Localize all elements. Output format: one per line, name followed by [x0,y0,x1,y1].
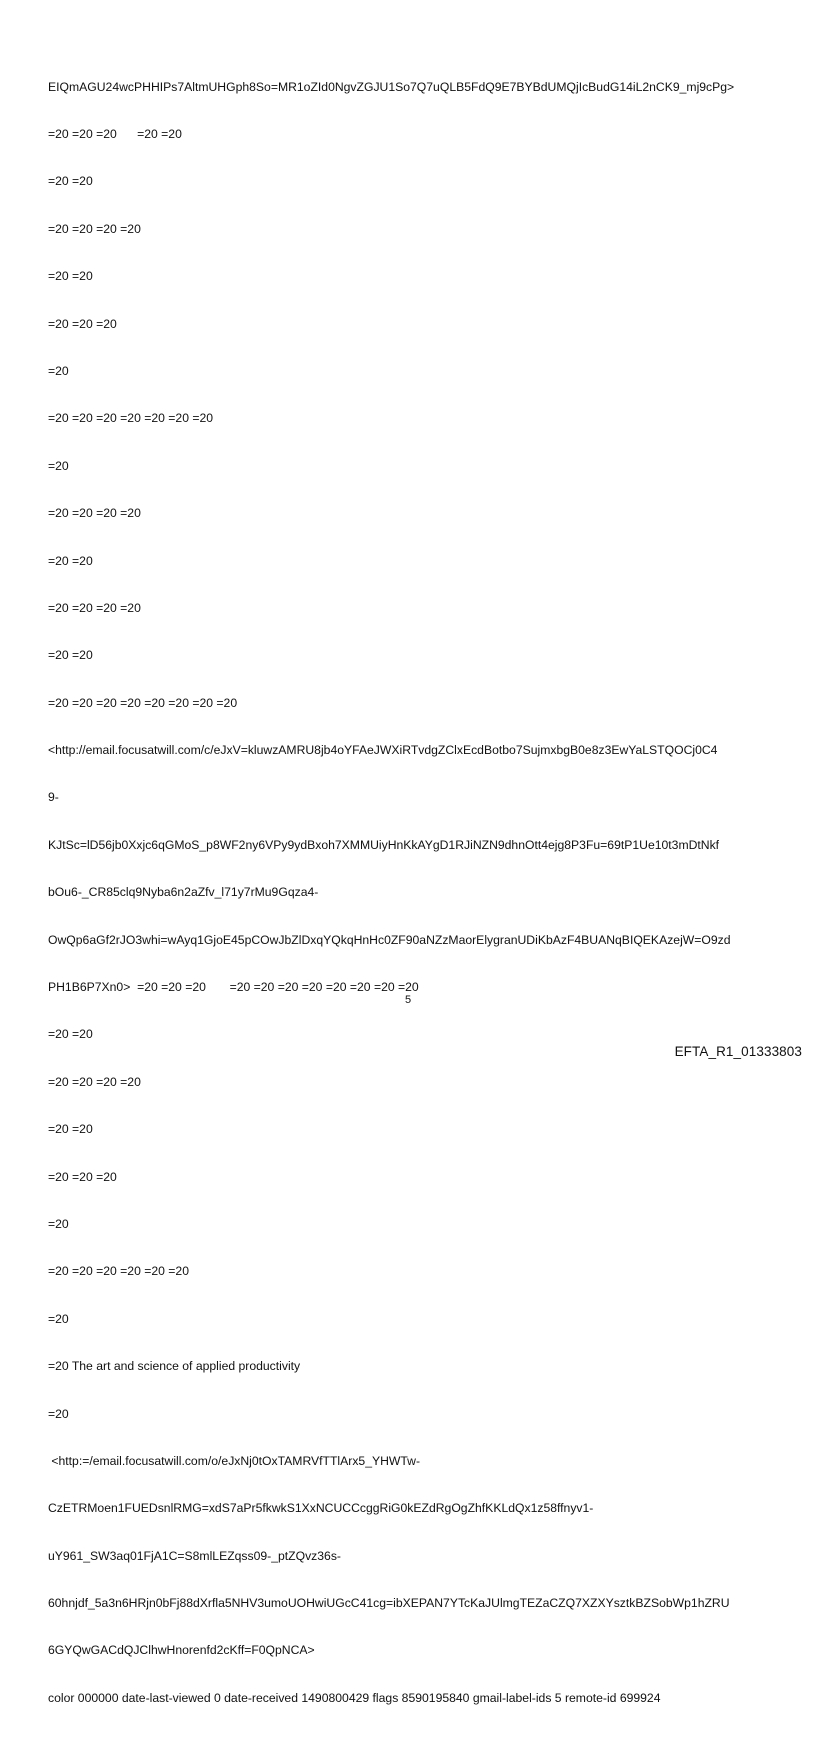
page-number: 5 [404,994,412,1006]
link-text-line: CzETRMoen1FUEDsnlRMG=xdS7aPr5fkwkS1XxNCUCCcggRiG0kEZdRgOgZhfKKLdQx1z58ffnyv1- [48,1501,594,1516]
text-line: =20 [48,1406,69,1421]
link-text-line: OwQp6aGf2rJO3whi=wAyq1GjoE45pCOwJbZlDxqYQkqHnHc0ZF90aNZzMaorElygranUDiKbAzF4BUANqBIQEKAzejW=O9zd [48,932,731,947]
text-line: =20 =20 [48,174,93,189]
text-line: =20 [48,1216,69,1231]
link-text-line: uY961_SW3aq01FjA1C=S8mlLEZqss09-_ptZQvz36s- [48,1548,341,1563]
text-line: =20 [48,363,69,378]
link-text-line: <http://email.focusatwill.com/c/eJxV=kluwzAMRU8jb4oYFAeJWXiRTvdgZClxEcdBotbo7SujmxbgB0e8z3EwYaLSTQOCj0C4 [48,743,718,758]
text-line: =20 =20 [48,1122,93,1137]
link-text-line: 9- [48,790,59,805]
link-text-line: <http:=/email.focusatwill.com/o/eJxNj0tOxTAMRVfTTlArx5_YHWTw- [48,1453,421,1468]
link-text-line: PH1B6P7Xn0> =20 =20 =20 =20 =20 =20 =20 =20 =20 =20 =20 [48,980,419,995]
text-line: =20 =20 =20 =20 =20 =20 =20 =20 [48,695,238,710]
text-line: =20 =20 =20 =20 [48,221,141,236]
text-line: =20 =20 =20 [48,316,117,331]
email-raw-text [48,48,778,1738]
text-line: =20 =20 =20 =20 =20 =20 =20 [48,411,214,426]
text-line: =20 [48,1311,69,1326]
link-text-line: 60hnjdf_5a3n6HRjn0bFj88dXrfla5NHV3umoUOHwiUGcC41cg=ibXEPAN7YTcKaJUlmgTEZaCZQ7XZXYsztkBZSobWp1hZRU [48,1596,730,1611]
text-line: =20 =20 [48,269,93,284]
text-line: =20 =20 =20 =20 [48,600,141,615]
link-text-line: KJtSc=lD56jb0Xxjc6qGMoS_p8WF2ny6VPy9ydBxoh7XMMUiyHnKkAYgD1RJiNZN9dhnOtt4ejg8P3Fu=69tP1Ue10t3mDtNkf [48,837,720,852]
text-line: =20 [48,458,69,473]
text-line: =20 =20 =20 =20 =20 [48,126,182,141]
link-text-line: bOu6-_CR85clq9Nyba6n2aZfv_l71y7rMu9Gqza4- [48,885,319,900]
metadata-line: color 000000 date-last-viewed 0 date-received 1490800429 flags 8590195840 gmail-label-ids 5 remote-id 699924 [48,1690,661,1705]
tagline-text: =20 The art and science of applied productivity [48,1359,301,1374]
link-text-line: 6GYQwGACdQJClhwHnorenfd2cKff=F0QpNCA> [48,1643,315,1658]
text-line: =20 =20 [48,1027,93,1042]
text-line: =20 =20 =20 =20 [48,506,141,521]
document-id: EFTA_R1_01333803 [674,1044,802,1059]
text-line: =20 =20 =20 [48,1169,117,1184]
text-line: =20 =20 =20 =20 =20 =20 [48,1264,189,1279]
text-line: =20 =20 [48,648,93,663]
text-line: =20 =20 [48,553,93,568]
text-line: =20 =20 =20 =20 [48,1074,141,1089]
text-line: EIQmAGU24wcPHHIPs7AltmUHGph8So=MR1oZId0NgvZGJU1So7Q7uQLB5FdQ9E7BYBdUMQjIcBudG14iL2nCK9_mj9cPg> [48,79,735,94]
